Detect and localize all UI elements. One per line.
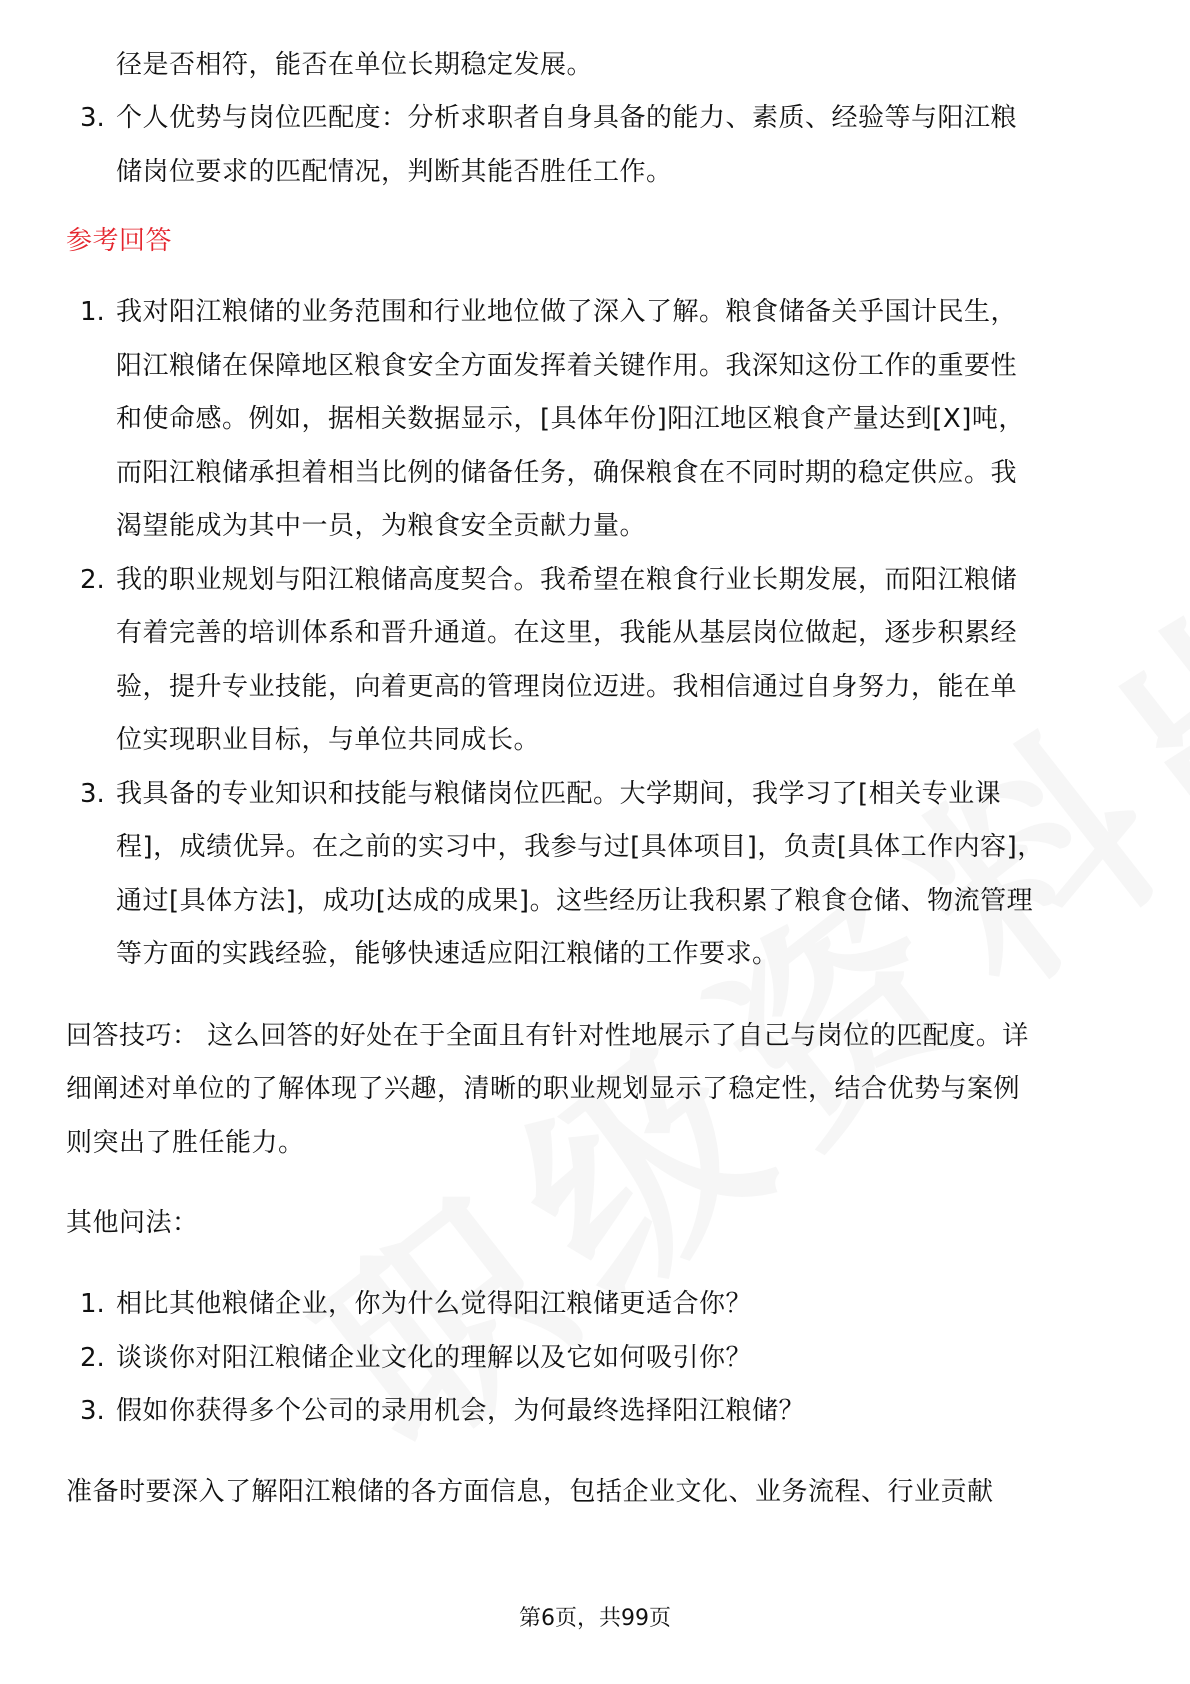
tips-paragraph-line: 细阐述对单位的了解体现了兴趣，清晰的职业规划显示了稳定性，结合优势与案例 — [66, 1074, 1021, 1104]
list-number: 3. — [80, 779, 105, 809]
list-item: 假如你获得多个公司的录用机会，为何最终选择阳江粮储？ — [116, 1396, 806, 1426]
list-item-line: 渴望能成为其中一员，为粮食安全贡献力量。 — [116, 511, 647, 541]
list-item-line: 储岗位要求的匹配情况，判断其能否胜任工作。 — [116, 157, 673, 187]
list-item-line: 而阳江粮储承担着相当比例的储备任务，确保粮食在不同时期的稳定供应。我 — [116, 458, 1018, 488]
list-item: 谈谈你对阳江粮储企业文化的理解以及它如何吸引你？ — [116, 1343, 753, 1373]
list-item-line: 阳江粮储在保障地区粮食安全方面发挥着关键作用。我深知这份工作的重要性 — [116, 351, 1018, 381]
list-item-continuation: 径是否相符，能否在单位长期稳定发展。 — [116, 50, 594, 80]
section-heading-other: 其他问法： — [66, 1208, 199, 1238]
list-item-line: 和使命感。例如，据相关数据显示，[具体年份]阳江地区粮食产量达到[X]吨， — [116, 404, 1025, 434]
list-item-line: 我对阳江粮储的业务范围和行业地位做了深入了解。粮食储备关乎国计民生， — [116, 297, 1018, 327]
closing-paragraph-line: 准备时要深入了解阳江粮储的各方面信息，包括企业文化、业务流程、行业贡献 — [66, 1477, 994, 1507]
tips-paragraph-line: 则突出了胜任能力。 — [66, 1128, 305, 1158]
list-item: 相比其他粮储企业，你为什么觉得阳江粮储更适合你？ — [116, 1289, 753, 1319]
list-item-line: 程]，成绩优异。在之前的实习中，我参与过[具体项目]，负责[具体工作内容]， — [116, 832, 1044, 862]
list-number: 1. — [80, 297, 105, 327]
page-number: 第6页，共99页 — [519, 1606, 671, 1631]
list-number: 1. — [80, 1289, 105, 1319]
list-number: 2. — [80, 565, 105, 595]
list-item-line: 位实现职业目标，与单位共同成长。 — [116, 725, 541, 755]
list-item-line: 验，提升专业技能，向着更高的管理岗位迈进。我相信通过自身努力，能在单 — [116, 672, 1018, 702]
list-item-line: 等方面的实践经验，能够快速适应阳江粮储的工作要求。 — [116, 939, 779, 969]
list-number: 2. — [80, 1343, 105, 1373]
tips-paragraph-line: 回答技巧： 这么回答的好处在于全面且有针对性地展示了自己与岗位的匹配度。详 — [66, 1021, 1029, 1051]
section-heading-reference: 参考回答 — [66, 226, 173, 256]
list-number: 3. — [80, 103, 105, 133]
list-item-line: 个人优势与岗位匹配度：分析求职者自身具备的能力、素质、经验等与阳江粮 — [116, 103, 1018, 133]
list-number: 3. — [80, 1396, 105, 1426]
list-item-line: 通过[具体方法]，成功[达成的成果]。这些经历让我积累了粮食仓储、物流管理 — [116, 886, 1034, 916]
list-item-line: 我具备的专业知识和技能与粮储岗位匹配。大学期间，我学习了[相关专业课 — [116, 779, 1002, 809]
list-item-line: 有着完善的培训体系和晋升通道。在这里，我能从基层岗位做起，逐步积累经 — [116, 618, 1018, 648]
list-item-line: 我的职业规划与阳江粮储高度契合。我希望在粮食行业长期发展，而阳江粮储 — [116, 565, 1018, 595]
